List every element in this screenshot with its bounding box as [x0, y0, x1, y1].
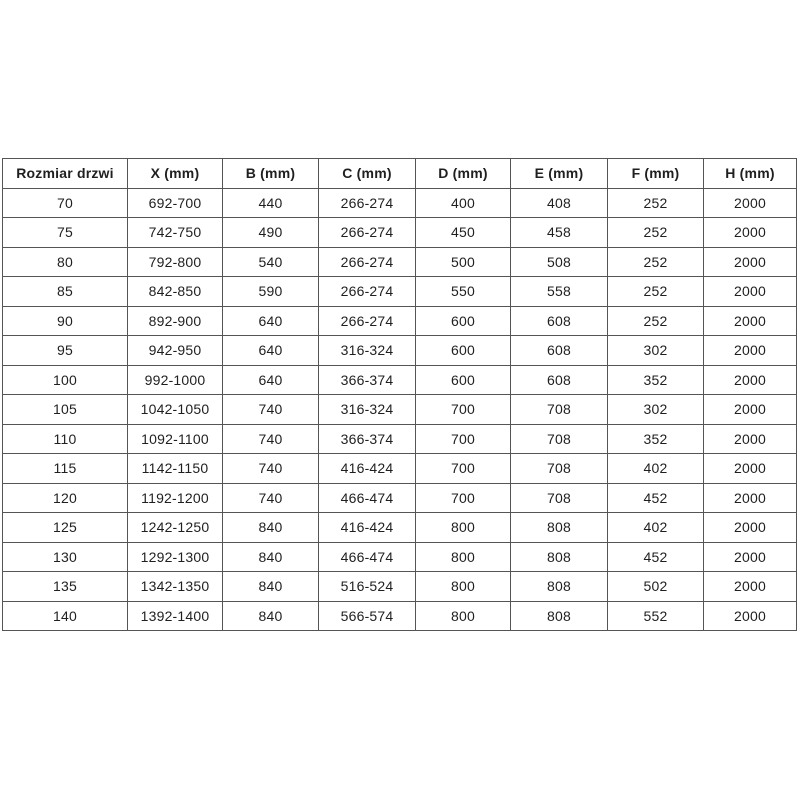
- table-cell: 402: [608, 454, 704, 484]
- table-row: [3, 336, 797, 366]
- table-cell: 452: [608, 483, 704, 513]
- table-cell: 458: [511, 218, 608, 248]
- table-row: [3, 365, 797, 395]
- table-cell: 266-274: [319, 306, 416, 336]
- table-cell: 2000: [704, 601, 797, 631]
- table-cell: 740: [223, 483, 319, 513]
- table-cell: 640: [223, 365, 319, 395]
- table-cell: 90: [3, 306, 128, 336]
- table-cell: 800: [416, 572, 511, 602]
- table-cell: 808: [511, 513, 608, 543]
- table-cell: 550: [416, 277, 511, 307]
- table-row: [3, 306, 797, 336]
- column-header-1: X (mm): [128, 159, 223, 189]
- table-cell: 600: [416, 365, 511, 395]
- table-cell: 2000: [704, 306, 797, 336]
- table-cell: 800: [416, 542, 511, 572]
- table-cell: 840: [223, 542, 319, 572]
- table-cell: 840: [223, 572, 319, 602]
- table-cell: 540: [223, 247, 319, 277]
- table-cell: 2000: [704, 454, 797, 484]
- table-cell: 516-524: [319, 572, 416, 602]
- table-cell: 600: [416, 336, 511, 366]
- table-cell: 1092-1100: [128, 424, 223, 454]
- table-cell: 452: [608, 542, 704, 572]
- table-cell: 440: [223, 188, 319, 218]
- table-cell: 450: [416, 218, 511, 248]
- table-row: [3, 277, 797, 307]
- table-cell: 416-424: [319, 513, 416, 543]
- table-cell: 2000: [704, 572, 797, 602]
- table-cell: 792-800: [128, 247, 223, 277]
- table-cell: 490: [223, 218, 319, 248]
- header-row: [3, 159, 797, 189]
- table-cell: 85: [3, 277, 128, 307]
- table-body: [3, 188, 797, 631]
- table-cell: 302: [608, 395, 704, 425]
- table-row: [3, 601, 797, 631]
- table-cell: 1242-1250: [128, 513, 223, 543]
- table-cell: 366-374: [319, 365, 416, 395]
- table-cell: 252: [608, 277, 704, 307]
- table-cell: 252: [608, 218, 704, 248]
- table-cell: 366-374: [319, 424, 416, 454]
- table-cell: 2000: [704, 277, 797, 307]
- column-header-4: D (mm): [416, 159, 511, 189]
- table-cell: 266-274: [319, 277, 416, 307]
- column-header-2: B (mm): [223, 159, 319, 189]
- table-cell: 266-274: [319, 218, 416, 248]
- table-cell: 2000: [704, 513, 797, 543]
- table-cell: 70: [3, 188, 128, 218]
- table-cell: 692-700: [128, 188, 223, 218]
- table-cell: 808: [511, 572, 608, 602]
- table-cell: 1292-1300: [128, 542, 223, 572]
- table-cell: 252: [608, 306, 704, 336]
- size-table-container: [2, 158, 796, 631]
- table-cell: 590: [223, 277, 319, 307]
- door-size-table: [2, 158, 797, 631]
- table-cell: 740: [223, 454, 319, 484]
- table-cell: 100: [3, 365, 128, 395]
- table-cell: 740: [223, 395, 319, 425]
- table-cell: 1392-1400: [128, 601, 223, 631]
- table-cell: 552: [608, 601, 704, 631]
- table-cell: 708: [511, 395, 608, 425]
- table-cell: 742-750: [128, 218, 223, 248]
- column-header-6: F (mm): [608, 159, 704, 189]
- table-cell: 110: [3, 424, 128, 454]
- table-row: [3, 483, 797, 513]
- table-cell: 252: [608, 247, 704, 277]
- table-cell: 2000: [704, 483, 797, 513]
- table-cell: 316-324: [319, 336, 416, 366]
- table-cell: 502: [608, 572, 704, 602]
- table-cell: 1342-1350: [128, 572, 223, 602]
- table-cell: 708: [511, 483, 608, 513]
- column-header-0: Rozmiar drzwi: [3, 159, 128, 189]
- table-cell: 140: [3, 601, 128, 631]
- table-cell: 740: [223, 424, 319, 454]
- table-cell: 1142-1150: [128, 454, 223, 484]
- table-cell: 700: [416, 424, 511, 454]
- table-cell: 500: [416, 247, 511, 277]
- table-cell: 95: [3, 336, 128, 366]
- table-cell: 808: [511, 542, 608, 572]
- table-cell: 352: [608, 424, 704, 454]
- table-cell: 130: [3, 542, 128, 572]
- table-row: [3, 395, 797, 425]
- table-row: [3, 454, 797, 484]
- table-cell: 640: [223, 336, 319, 366]
- table-cell: 608: [511, 365, 608, 395]
- table-cell: 105: [3, 395, 128, 425]
- table-row: [3, 542, 797, 572]
- table-cell: 2000: [704, 424, 797, 454]
- table-cell: 316-324: [319, 395, 416, 425]
- table-cell: 708: [511, 424, 608, 454]
- table-cell: 808: [511, 601, 608, 631]
- table-cell: 800: [416, 601, 511, 631]
- table-cell: 1042-1050: [128, 395, 223, 425]
- table-cell: 416-424: [319, 454, 416, 484]
- table-cell: 840: [223, 513, 319, 543]
- table-cell: 700: [416, 395, 511, 425]
- table-cell: 1192-1200: [128, 483, 223, 513]
- table-cell: 402: [608, 513, 704, 543]
- table-cell: 466-474: [319, 542, 416, 572]
- table-row: [3, 188, 797, 218]
- table-cell: 80: [3, 247, 128, 277]
- table-cell: 600: [416, 306, 511, 336]
- table-cell: 120: [3, 483, 128, 513]
- column-header-7: H (mm): [704, 159, 797, 189]
- table-cell: 942-950: [128, 336, 223, 366]
- table-cell: 992-1000: [128, 365, 223, 395]
- table-row: [3, 247, 797, 277]
- table-cell: 700: [416, 483, 511, 513]
- table-cell: 135: [3, 572, 128, 602]
- column-header-5: E (mm): [511, 159, 608, 189]
- table-cell: 352: [608, 365, 704, 395]
- table-cell: 840: [223, 601, 319, 631]
- table-cell: 2000: [704, 365, 797, 395]
- table-cell: 266-274: [319, 247, 416, 277]
- table-cell: 608: [511, 336, 608, 366]
- table-row: [3, 513, 797, 543]
- table-cell: 252: [608, 188, 704, 218]
- table-cell: 2000: [704, 247, 797, 277]
- table-row: [3, 572, 797, 602]
- table-cell: 115: [3, 454, 128, 484]
- table-cell: 2000: [704, 542, 797, 572]
- table-cell: 75: [3, 218, 128, 248]
- table-cell: 2000: [704, 395, 797, 425]
- table-cell: 700: [416, 454, 511, 484]
- table-cell: 640: [223, 306, 319, 336]
- table-cell: 800: [416, 513, 511, 543]
- table-cell: 508: [511, 247, 608, 277]
- table-row: [3, 424, 797, 454]
- table-cell: 125: [3, 513, 128, 543]
- table-cell: 266-274: [319, 188, 416, 218]
- table-row: [3, 218, 797, 248]
- table-cell: 842-850: [128, 277, 223, 307]
- table-cell: 608: [511, 306, 608, 336]
- table-cell: 566-574: [319, 601, 416, 631]
- table-cell: 400: [416, 188, 511, 218]
- table-cell: 466-474: [319, 483, 416, 513]
- table-cell: 408: [511, 188, 608, 218]
- table-cell: 892-900: [128, 306, 223, 336]
- table-cell: 2000: [704, 336, 797, 366]
- table-cell: 558: [511, 277, 608, 307]
- table-cell: 2000: [704, 218, 797, 248]
- column-header-3: C (mm): [319, 159, 416, 189]
- table-cell: 708: [511, 454, 608, 484]
- table-cell: 302: [608, 336, 704, 366]
- table-cell: 2000: [704, 188, 797, 218]
